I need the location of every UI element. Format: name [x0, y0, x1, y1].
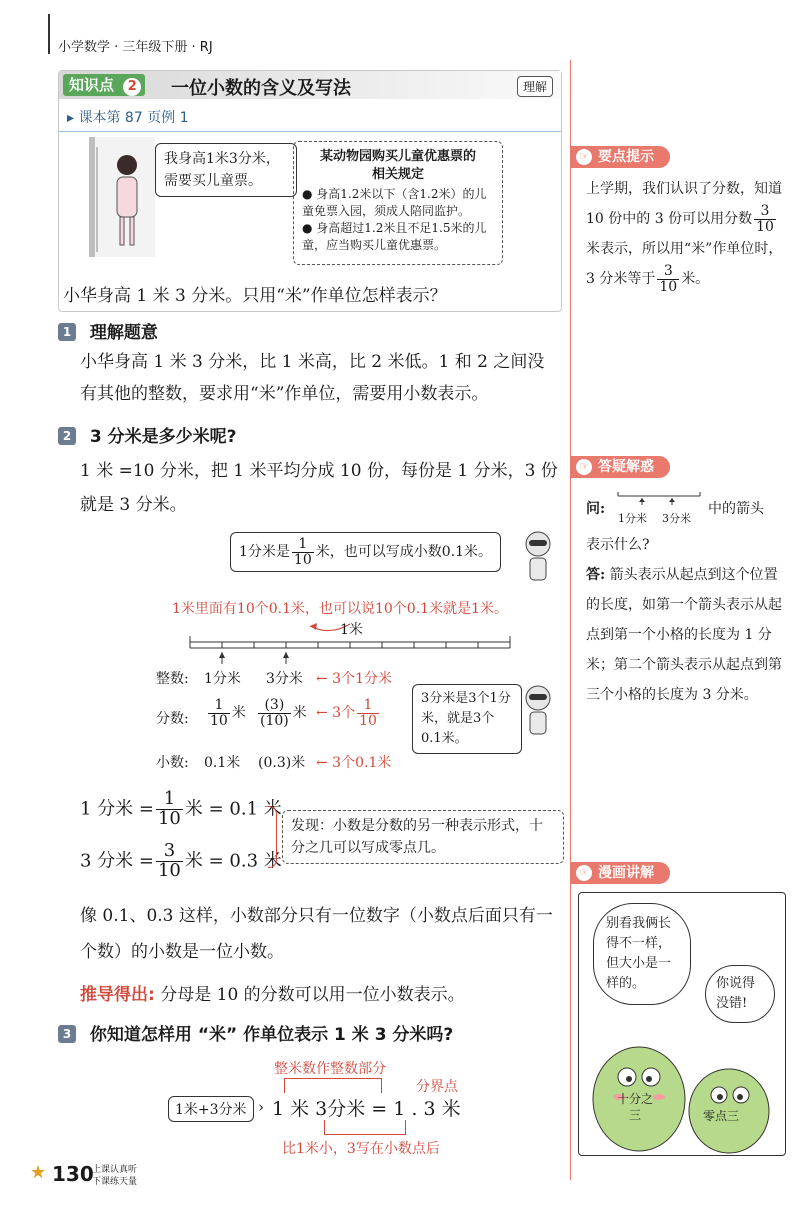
step1-text: 小华身高 1 米 3 分米，比 1 米高，比 2 米低。1 和 2 之间没有其他的整数，要求用“米”作单位，需要用小数表示。: [80, 352, 545, 404]
comic-title-bar: [570, 862, 670, 884]
cabbage-characters-icon: [579, 1013, 785, 1155]
comic-char-1: 十分之三: [617, 1092, 654, 1122]
comic-title: 漫画讲解: [598, 865, 654, 881]
knowledge-tag-label: 知识点: [69, 76, 115, 94]
fraction-numerator: 1: [208, 698, 230, 714]
fraction-denominator: 10: [157, 859, 181, 881]
ruler-label: 1米: [340, 622, 363, 638]
qa-title-bar: [570, 456, 670, 478]
header-series: 小学数学 · 三年级下册 · RJ: [58, 40, 213, 55]
notice-rule: ● 身高超过1.2米且不足1.5米的儿童，应当购买儿童优惠票。: [302, 221, 487, 252]
footer-slogan-1: 上课认真听: [92, 1165, 138, 1175]
comic-char-2: 零点三: [703, 1109, 740, 1123]
row-label: 分数:: [156, 711, 189, 727]
source-text: 课本第 87 页例 1: [78, 110, 189, 126]
decimal-part-note: 比1米小，3写在小数点后: [282, 1141, 440, 1157]
qa-question: [586, 490, 786, 530]
qa-hand-icon: ☞: [576, 459, 592, 475]
row-note: ← 3个0.1米: [316, 755, 392, 771]
equation-lhs: 1 分米 =: [80, 798, 154, 820]
fraction-numerator: 1: [357, 698, 379, 714]
row-fraction: [156, 698, 416, 740]
fraction-numerator: 3: [657, 264, 679, 280]
conclusion-text: 分母是 10 的分数可以用一位小数表示。: [160, 985, 465, 1005]
comic-bubble-2: 你说得没错!: [705, 965, 775, 1023]
qa-answer: [586, 560, 786, 710]
integer-bracket: [284, 1078, 382, 1093]
page-number: 130: [52, 1162, 94, 1186]
fraction-numerator: 3: [754, 204, 776, 220]
equation-2: [80, 842, 282, 881]
tip-text-2: 米表示，所以用“米”作单位时，3 分米等于: [586, 241, 783, 288]
separator-note: 分界点: [416, 1079, 458, 1095]
step2-text: 1 米 =10 分米，把 1 米平均分成 10 份，每份是 1 分米，3 份就是 3 分米。: [80, 461, 558, 515]
tip-title-bar: [570, 146, 670, 168]
fraction-denominator: 10: [756, 218, 774, 235]
tip-title: 要点提示: [598, 149, 654, 165]
girl-figure-icon: [95, 137, 155, 257]
fraction-denominator: 10: [293, 551, 312, 568]
knowledge-number: 2: [123, 78, 141, 96]
mascot-icon: ★: [30, 1162, 47, 1183]
sidebar-divider: [570, 60, 571, 1180]
row-label: 整数:: [156, 671, 189, 687]
tip-text-3: 米。: [681, 271, 710, 288]
row-fraction-b: [256, 698, 307, 728]
row-decimal: [156, 752, 416, 772]
source-rule: [59, 131, 561, 132]
conclusion-line: [80, 980, 465, 1005]
step3-heading: [58, 1020, 453, 1045]
knowledge-box: [58, 70, 562, 312]
step2-title: 3 分米是多少米呢?: [89, 427, 237, 447]
fraction-numerator: 3: [156, 842, 183, 862]
decimal-bracket: [324, 1120, 406, 1135]
footer-slogan-2: 下课练天量: [92, 1177, 138, 1187]
qa-ruler-label-a: 1分米: [618, 512, 647, 525]
robot-icon-bottom: [518, 684, 558, 740]
fraction-denominator: 10: [359, 712, 377, 729]
comic-bubble-1: 别看我俩长得不一样，但大小是一样的。: [593, 903, 691, 1005]
equation-lhs: 3 分米 =: [80, 850, 154, 872]
knowledge-title-bar: [59, 71, 561, 99]
qa-title: 答疑解惑: [598, 459, 654, 475]
row-fraction-a: [206, 698, 246, 728]
step2-heading: [58, 422, 237, 447]
knowledge-title: 一位小数的含义及写法: [171, 78, 351, 99]
example-question: 小华身高 1 米 3 分米。只用“米”作单位怎样表示？: [63, 286, 447, 306]
fraction-numerator: 1: [156, 790, 183, 810]
decimal-bubble-post: 米，也可以写成小数0.1米。: [315, 544, 493, 561]
row-note: ← 3个1分米: [316, 671, 392, 687]
fraction-denominator: 10: [157, 807, 181, 829]
notice-board: [293, 141, 503, 265]
notice-rule: ● 身高1.2米以下（含1.2米）的儿童免票入园，须成人陪同监护。: [302, 187, 487, 218]
fraction-numerator: (3): [258, 698, 291, 714]
step3-title: 你知道怎样用 “米” 作单位表示 1 米 3 分米吗?: [89, 1025, 454, 1045]
qa-a-text: 箭头表示从起点到这个位置的长度，如第一个箭头表示从起点到第一个小格的长度为 1 分米；第二个箭头表示从起点到第三个小格的长度为 3 分米。: [586, 567, 782, 703]
girl-speech-bubble: 我身高1米3分米，需要买儿童票。: [155, 143, 297, 197]
conversion-expression: 1 米 3分米 = 1 . 3 米: [272, 1098, 461, 1120]
fraction-denominator: 10: [659, 279, 678, 296]
row-label: 小数:: [156, 755, 189, 771]
step1-title: 理解题意: [89, 323, 158, 343]
row-integer: [156, 668, 416, 688]
tip-hand-icon: ☞: [576, 149, 592, 165]
comic-panel: [578, 892, 786, 1156]
qa-ruler-label-b: 3分米: [662, 512, 691, 525]
equation-rhs: 米 = 0.1 米: [184, 798, 282, 820]
step1-badge: 1: [58, 323, 76, 341]
ruler-red-note: 1米里面有10个0.1米，也可以说10个0.1米就是1米。: [172, 601, 508, 617]
one-decimal-paragraph: 像 0.1、0.3 这样，小数部分只有一位数字（小数点后面只有一个数）的小数是一位小数。: [80, 906, 553, 962]
robot-speech-bubble: 3分米是3个1分米，就是3个0.1米。: [412, 684, 522, 754]
fraction-denominator: 10: [210, 712, 228, 729]
sum-box: 1米+3分米: [168, 1096, 254, 1122]
page-header: [48, 14, 558, 54]
qa-q-label: 问:: [586, 501, 606, 517]
conclusion-label: 推导得出:: [80, 985, 155, 1005]
row-note: [316, 698, 381, 728]
decimal-bubble-pre: 1分米是: [239, 544, 290, 561]
notice-title: 某动物园购买儿童优惠票的相关规定: [319, 149, 476, 182]
page-footer: [30, 1160, 230, 1190]
knowledge-badge: 理解: [517, 76, 553, 97]
equation-1: [80, 790, 282, 829]
row-value-b: (0.3)米: [258, 755, 306, 771]
fraction-unit: 米: [231, 705, 246, 722]
tip-text-1: 上学期，我们认识了分数，知道 10 份中的 3 份可以用分数: [586, 181, 782, 228]
source-line: [67, 107, 189, 127]
knowledge-tag: [63, 74, 145, 96]
header-divider: [48, 14, 50, 54]
girl-illustration: [89, 137, 155, 257]
tip-fraction: [754, 204, 776, 234]
tip-body: [586, 174, 786, 295]
robot-icon-top: [518, 530, 558, 586]
fraction-denominator: (10): [260, 712, 289, 729]
qa-q-text: 表示什么?: [586, 537, 650, 553]
step1-heading: [58, 318, 158, 343]
row-value-a: 0.1米: [204, 755, 241, 771]
equation-rhs: 米 = 0.3 米: [184, 850, 282, 872]
fraction-numerator: 1: [292, 537, 314, 553]
qa-a-label: 答:: [586, 567, 606, 583]
decimal-bubble-fraction: [292, 537, 314, 567]
qa-q-text-head: 中的箭头: [708, 501, 764, 517]
qa-mini-ruler: [616, 490, 702, 506]
integer-part-note: 整米数作整数部分: [274, 1061, 386, 1077]
decimal-bubble: [230, 532, 501, 572]
tip-fraction: [657, 264, 679, 294]
row-value-b: 3分米: [266, 671, 303, 687]
discovery-note: 发现：小数是分数的另一种表示形式，十分之几可以写成零点几。: [282, 810, 564, 864]
comic-hand-icon: ☞: [576, 865, 592, 881]
row-value-a: 1分米: [204, 671, 241, 687]
fraction-unit: 米: [292, 705, 307, 722]
source-arrow-icon: ▸: [67, 110, 75, 126]
row-note-pre: ← 3个: [316, 705, 356, 722]
step3-badge: 3: [58, 1025, 76, 1043]
sum-arrow-icon: ›: [258, 1098, 264, 1116]
step2-badge: 2: [58, 427, 76, 445]
equation-brace: [268, 806, 277, 868]
